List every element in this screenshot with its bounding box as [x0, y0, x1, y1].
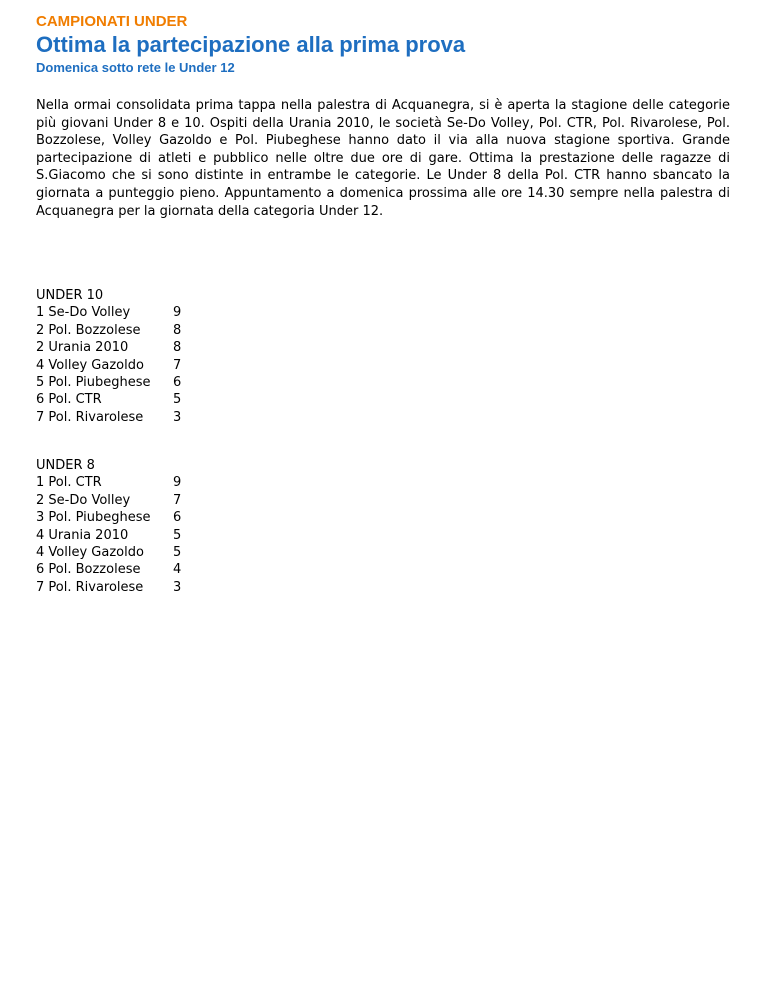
team-points: 9 — [173, 305, 182, 321]
team-points: 5 — [173, 544, 182, 560]
standings-under-10 — [36, 287, 196, 426]
team-points: 5 — [173, 527, 182, 543]
standings-row — [36, 339, 196, 356]
team-points: 6 — [173, 510, 182, 526]
team-name: 2 Pol. Bozzolese — [36, 322, 141, 338]
standings-row — [36, 304, 196, 321]
team-points: 3 — [173, 579, 182, 595]
standings-row — [36, 492, 196, 509]
team-points: 7 — [173, 492, 182, 508]
article-kicker: CAMPIONATI UNDER — [36, 13, 188, 30]
standings-row — [36, 409, 196, 426]
team-points: 8 — [173, 322, 182, 338]
standings-under-8 — [36, 457, 196, 596]
team-name: 4 Urania 2010 — [36, 527, 129, 543]
standings-row — [36, 544, 196, 561]
standings-row — [36, 474, 196, 491]
team-points: 3 — [173, 409, 182, 425]
team-name: 5 Pol. Piubeghese — [36, 374, 151, 390]
standings-row — [36, 391, 196, 408]
article-subtitle: Domenica sotto rete le Under 12 — [36, 60, 235, 75]
team-name: 2 Se-Do Volley — [36, 492, 131, 508]
team-points: 8 — [173, 340, 182, 356]
team-points: 4 — [173, 562, 182, 578]
team-name: 4 Volley Gazoldo — [36, 544, 144, 560]
standings-row — [36, 561, 196, 578]
team-name: 2 Urania 2010 — [36, 340, 129, 356]
standings-heading: UNDER 10 — [36, 288, 104, 303]
article-title: Ottima la partecipazione alla prima prova — [36, 32, 466, 57]
team-name: 1 Pol. CTR — [36, 475, 102, 491]
team-points: 6 — [173, 374, 182, 390]
team-points: 5 — [173, 392, 182, 408]
team-name: 4 Volley Gazoldo — [36, 357, 144, 373]
team-name: 3 Pol. Piubeghese — [36, 510, 151, 526]
standings-row — [36, 527, 196, 544]
standings-row — [36, 509, 196, 526]
standings-row — [36, 322, 196, 339]
team-name: 6 Pol. CTR — [36, 392, 102, 408]
team-name: 7 Pol. Rivarolese — [36, 579, 144, 595]
standings-row — [36, 579, 196, 596]
article-body: Nella ormai consolidata prima tappa nella palestra di Acquanegra, si è aperta la stagione delle categorie più giovani Under 8 e 10. Ospiti della Urania 2010, le società Se-Do Volley, Pol. CTR, Pol. Rivarolese, Pol. Bozzolese, Volley Gazoldo e Pol. Piubeghese hanno dato il via alla nuova stagione sportiva. Grande partecipazione di atleti e pubblico nelle oltre due ore di gare. Ottima la prestazione delle ragazze di S.Giacomo che si sono distinte in entrambe le categorie. Le Under 8 della Pol. CTR hanno sbancato la giornata a punteggio pieno. Appuntamento a domenica prossima alle ore 14.30 sempre nella palestra di Acquanegra per la giornata della categoria Under 12. — [36, 98, 730, 219]
standings-row — [36, 374, 196, 391]
team-points: 7 — [173, 357, 182, 373]
team-name: 7 Pol. Rivarolese — [36, 409, 144, 425]
team-name: 1 Se-Do Volley — [36, 305, 131, 321]
team-name: 6 Pol. Bozzolese — [36, 562, 141, 578]
standings-heading: UNDER 8 — [36, 458, 95, 473]
standings-row — [36, 357, 196, 374]
team-points: 9 — [173, 475, 182, 491]
